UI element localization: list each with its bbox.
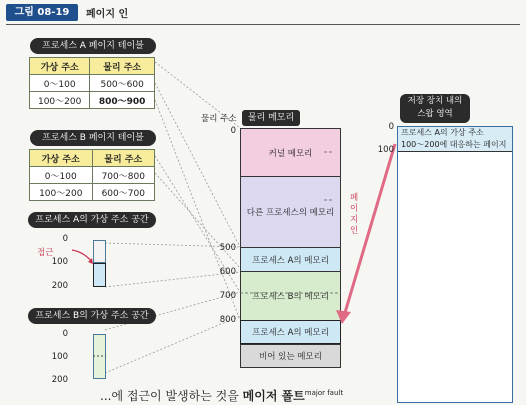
caption-sup: major fault [304, 389, 344, 397]
swap-entry-line2: 100～200에 대응하는 페이지 [401, 140, 507, 149]
page-in-label: 페이지 인 [350, 193, 359, 236]
caption-bold: 메이저 폴트 [242, 389, 305, 403]
space-b-tick-100: 100 [51, 352, 68, 362]
access-label: 접근 [37, 248, 54, 258]
swap-tick-100: 100 [377, 145, 394, 155]
swap-area-box [397, 126, 513, 403]
access-arrow-icon [70, 246, 98, 270]
space-a-tick-200: 200 [51, 281, 68, 291]
segment-kernel-label: 커널 메모리 [268, 148, 313, 159]
connector-a-row1 [155, 83, 240, 247]
swap-tick-0: 0 [388, 122, 394, 132]
phys-tick-500: 500 [219, 243, 236, 253]
swap-title-line2: 스왑 영역 [417, 109, 453, 119]
table-b-title: 프로세스 B 페이지 테이블 [30, 130, 156, 146]
table-a-title: 프로세스 A 페이지 테이블 [30, 38, 156, 54]
swap-title [400, 94, 470, 123]
memory-dashes [240, 128, 341, 368]
segment-proc-a-2-label: 프로세스 A의 메모리 [252, 328, 329, 338]
phys-tick-800: 800 [219, 315, 236, 325]
phys-tick-0: 0 [230, 126, 236, 136]
table-a-cell: 800～900 [90, 92, 155, 109]
space-a-tick-0: 0 [62, 234, 68, 244]
table-b-cell: 600～700 [92, 184, 155, 201]
segment-proc-a-1-label: 프로세스 A의 메모리 [252, 255, 329, 266]
space-b-divider [93, 334, 106, 379]
table-b-cell: 100～200 [30, 184, 93, 201]
segment-other-label: 다른 프로세스의 메모리 [246, 208, 335, 218]
figure-badge: 그림 08-19 [6, 4, 78, 21]
swap-title-line1: 저장 장치 내의 [407, 96, 463, 106]
page-in-arrow-icon [330, 130, 400, 330]
swap-entry-line1: 프로세스 A의 가상 주소 [401, 128, 484, 137]
table-a-header-physical: 물리 주소 [90, 58, 155, 75]
table-a-cell: 500～600 [90, 75, 155, 92]
space-b-title: 프로세스 B의 가상 주소 공간 [28, 308, 156, 324]
physical-memory-title: 물리 메모리 [242, 110, 300, 126]
table-a-cell: 100～200 [30, 92, 90, 109]
table-b-cell: 0～100 [30, 167, 93, 184]
connector-b-row2 [155, 173, 240, 268]
table-b-header-virtual: 가상 주소 [30, 150, 93, 167]
figure-title: 페이지 인 [86, 9, 129, 20]
page-table-a [29, 57, 155, 109]
space-a-tick-100: 100 [51, 257, 68, 267]
caption-body: ...에 접근이 발생하는 것을 [100, 389, 239, 403]
space-b-tick-0: 0 [62, 329, 68, 339]
table-b-cell: 700～800 [92, 167, 155, 184]
physical-address-label: 물리 주소 [201, 114, 237, 124]
table-a-cell: 0～100 [30, 75, 90, 92]
table-a-header-virtual: 가상 주소 [30, 58, 90, 75]
page-table-b [29, 149, 155, 201]
segment-free-label: 비어 있는 메모리 [259, 352, 322, 362]
space-b-tick-200: 200 [51, 375, 68, 385]
segment-proc-b-label: 프로세스 B의 메모리 [252, 292, 329, 302]
caption-text [100, 387, 343, 404]
space-a-title: 프로세스 A의 가상 주소 공간 [28, 212, 156, 228]
swap-entry [398, 127, 512, 152]
table-b-header-physical: 물리 주소 [92, 150, 155, 167]
phys-tick-600: 600 [219, 267, 236, 277]
phys-tick-700: 700 [219, 291, 236, 301]
